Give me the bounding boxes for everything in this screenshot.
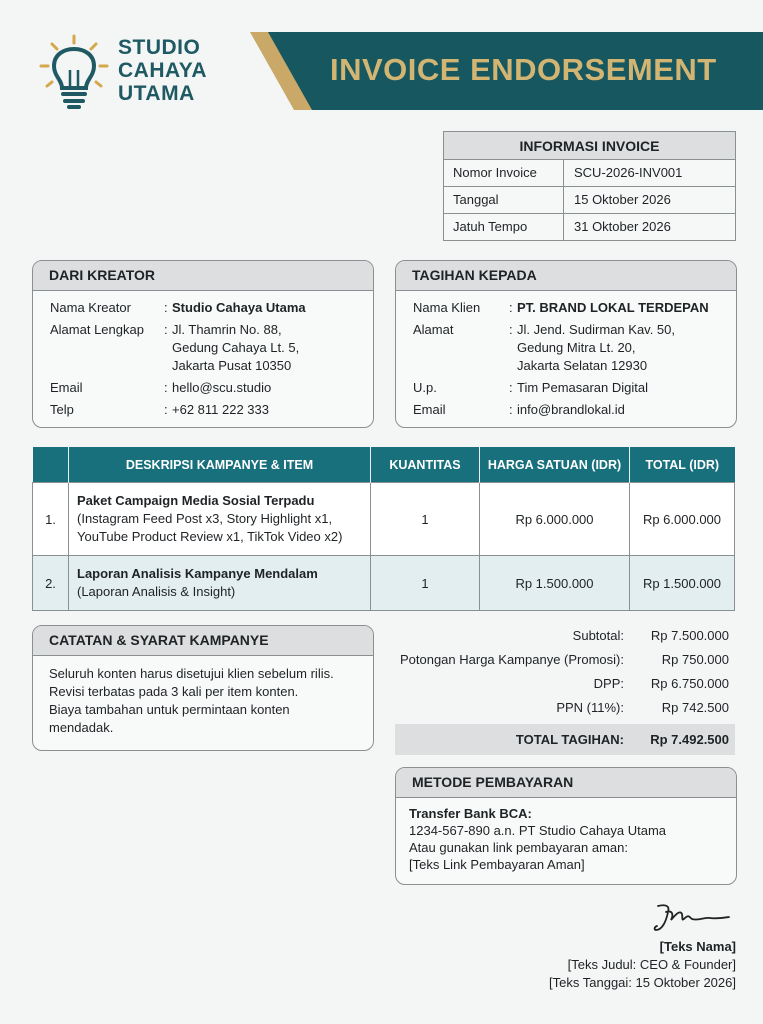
totals-label: PPN (11%): (556, 700, 624, 715)
field-label: U.p. (413, 380, 437, 395)
item-detail: (Laporan Analisis & Insight) (77, 584, 236, 599)
info-label: Jatuh Tempo (444, 214, 564, 240)
item-quantity: 1 (371, 483, 480, 556)
invoice-info-heading: INFORMASI INVOICE (444, 132, 735, 160)
notes-line: Seluruh konten harus disetujui klien sebelum rilis. (49, 666, 334, 681)
notes-line: mendadak. (49, 720, 114, 735)
sender-address-row: Alamat Lengkap : Jl. Thamrin No. 88, Gedung Cahaya Lt. 5, Jakarta Pusat 10350 (50, 321, 373, 375)
recipient-attention: Tim Pemasaran Digital (517, 380, 649, 395)
dpp-row (395, 672, 735, 696)
tax-value: Rp 742.500 (661, 700, 729, 715)
recipient-address-line: Jl. Jend. Sudirman Kav. 50, (517, 322, 676, 337)
invoice-date: 15 Oktober 2026 (574, 192, 671, 207)
discount-row (395, 648, 735, 672)
signature-block (549, 900, 736, 992)
recipient-address-line: Gedung Mitra Lt. 20, (517, 340, 636, 355)
recipient-heading: TAGIHAN KEPADA (396, 261, 736, 291)
tax-row (395, 696, 735, 720)
sender-name: Studio Cahaya Utama (172, 300, 306, 315)
field-label: Email (413, 402, 446, 417)
item-detail: (Instagram Feed Post x3, Story Highlight x1, (77, 511, 333, 526)
totals-label: Potongan Harga Kampanye (Promosi): (399, 652, 624, 667)
sender-email: hello@scu.studio (172, 380, 272, 395)
field-label: Alamat (413, 322, 454, 337)
recipient-name-row: Nama Klien : PT. BRAND LOKAL TERDEPAN (413, 299, 736, 317)
brand-name-line: STUDIO (118, 36, 201, 59)
notes-line: Biaya tambahan untuk permintaan konten (49, 702, 290, 717)
item-unit-price: Rp 1.500.000 (480, 556, 630, 611)
discount-value: Rp 750.000 (661, 652, 729, 667)
invoice-title: INVOICE ENDORSEMENT (330, 52, 717, 87)
subtotal-row (395, 624, 735, 648)
item-title: Paket Campaign Media Sosial Terpadu (77, 493, 315, 508)
payment-link-hint: Atau gunakan link pembayaran aman: (409, 840, 628, 855)
sender-address-line: Jl. Thamrin No. 88, (172, 322, 282, 337)
invoice-info-row (444, 160, 735, 187)
recipient-address-row: Alamat : Jl. Jend. Sudirman Kav. 50, Gedung Mitra Lt. 20, Jakarta Selatan 12930 (413, 321, 736, 375)
field-label: Alamat Lengkap (50, 322, 144, 337)
signer-name: [Teks Nama] (659, 939, 736, 954)
field-label: Telp (50, 402, 74, 417)
brand-logo (38, 34, 228, 114)
item-title: Laporan Analisis Kampanye Mendalam (77, 566, 318, 581)
sender-phone-row: Telp : +62 811 222 333 (50, 401, 373, 419)
sender-name-row: Nama Kreator : Studio Cahaya Utama (50, 299, 373, 317)
field-label: Nama Klien (413, 300, 481, 315)
grand-total-row (395, 724, 735, 755)
payment-box (395, 767, 737, 885)
recipient-address-line: Jakarta Selatan 12930 (517, 358, 648, 373)
signer-title: [Teks Judul: CEO & Founder] (567, 957, 736, 972)
recipient-email-row: Email : info@brandlokal.id (413, 401, 736, 419)
info-label: Nomor Invoice (444, 160, 564, 186)
recipient-name: PT. BRAND LOKAL TERDEPAN (517, 300, 709, 315)
recipient-email: info@brandlokal.id (517, 402, 625, 417)
invoice-number: SCU-2026-INV001 (574, 165, 683, 180)
sender-heading: DARI KREATOR (33, 261, 373, 291)
invoice-info-row (444, 187, 735, 214)
signature-date: [Teks Tanggai: 15 Oktober 2026] (549, 975, 736, 990)
notes-box (32, 625, 374, 751)
sender-phone: +62 811 222 333 (172, 402, 269, 417)
signature-scribble (652, 900, 732, 934)
item-detail: YouTube Product Review x1, TikTok Video x2) (77, 529, 343, 544)
table-row (33, 556, 735, 611)
item-number: 1. (33, 483, 69, 556)
item-total: Rp 6.000.000 (630, 483, 735, 556)
items-header-row (33, 447, 735, 483)
grand-total-value: Rp 7.492.500 (650, 732, 729, 747)
sender-address-line: Gedung Cahaya Lt. 5, (172, 340, 300, 355)
totals-summary (395, 624, 735, 755)
col-header-total: TOTAL (IDR) (630, 447, 735, 483)
brand-name (118, 36, 207, 105)
invoice-info-table (443, 131, 736, 241)
item-unit-price: Rp 6.000.000 (480, 483, 630, 556)
field-label: Nama Kreator (50, 300, 131, 315)
totals-label: DPP: (593, 676, 624, 691)
field-label: Email (50, 380, 83, 395)
notes-line: Revisi terbatas pada 3 kali per item konten. (49, 684, 299, 699)
brand-name-line: UTAMA (118, 82, 195, 105)
lightbulb-icon (38, 34, 110, 112)
item-total: Rp 1.500.000 (630, 556, 735, 611)
items-table (32, 447, 735, 611)
col-header-quantity: KUANTITAS (371, 447, 480, 483)
payment-link[interactable]: [Teks Link Pembayaran Aman] (409, 857, 585, 872)
recipient-attention-row: U.p. : Tim Pemasaran Digital (413, 379, 736, 397)
sender-box (32, 260, 374, 428)
col-header-unit-price: HARGA SATUAN (IDR) (480, 447, 630, 483)
table-row (33, 483, 735, 556)
payment-bank: Transfer Bank BCA: (409, 806, 532, 821)
sender-address-line: Jakarta Pusat 10350 (172, 358, 292, 373)
item-number: 2. (33, 556, 69, 611)
invoice-info-row (444, 214, 735, 240)
sender-email-row: Email : hello@scu.studio (50, 379, 373, 397)
totals-label: Subtotal: (572, 628, 624, 643)
subtotal-value: Rp 7.500.000 (650, 628, 729, 643)
col-header-description: DESKRIPSI KAMPANYE & ITEM (69, 447, 371, 483)
due-date: 31 Oktober 2026 (574, 219, 671, 234)
brand-name-line: CAHAYA (118, 59, 207, 82)
recipient-box (395, 260, 737, 428)
dpp-value: Rp 6.750.000 (650, 676, 729, 691)
grand-total-label: TOTAL TAGIHAN: (515, 732, 624, 747)
payment-heading: METODE PEMBAYARAN (396, 768, 736, 798)
payment-account: 1234-567-890 a.n. PT Studio Cahaya Utama (409, 823, 667, 838)
col-header-no (33, 447, 69, 483)
header-banner (250, 32, 763, 110)
info-label: Tanggal (444, 187, 564, 213)
notes-heading: CATATAN & SYARAT KAMPANYE (33, 626, 373, 656)
item-quantity: 1 (371, 556, 480, 611)
